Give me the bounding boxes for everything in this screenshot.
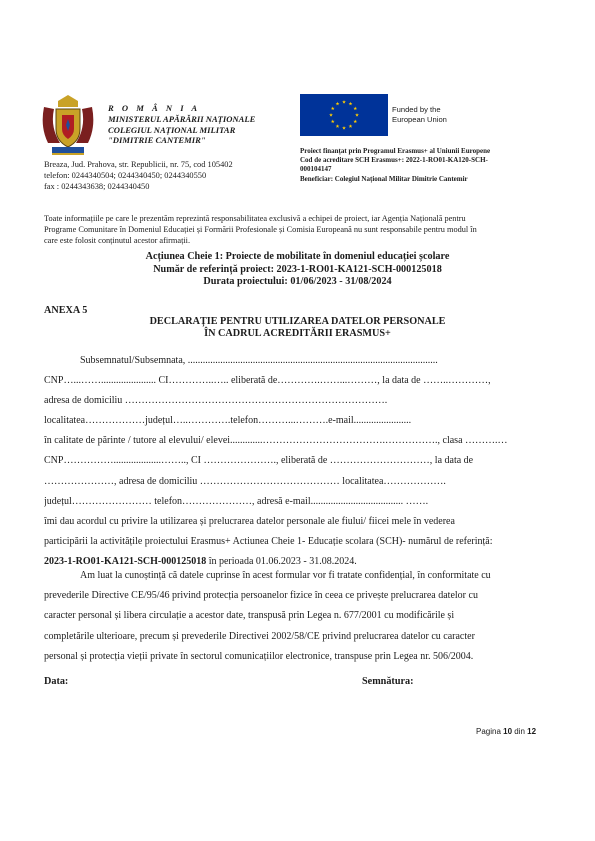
form-line-name: Subsemnatul/Subsemnata, .................................................................................................... <box>80 355 438 366</box>
paragraph-line: personal și protecția vieții private în sectorul comunicațiilor electronice, transpuse prin Legea nr. 506/2004. <box>44 650 474 662</box>
page-prefix: Pagina <box>476 727 504 736</box>
contact-info <box>44 160 233 192</box>
confidentiality-paragraph <box>44 566 554 667</box>
contact-fax: fax : 0244343638; 0244340450 <box>44 181 150 191</box>
project-info <box>300 147 560 184</box>
page-separator: din <box>512 727 528 736</box>
paragraph-line: caracter personal și libera circulație a acestor date, transpusă prin Legea n. 677/2001 cu modificările și <box>44 610 455 622</box>
disclaimer <box>44 214 559 246</box>
eu-flag-icon <box>300 94 388 136</box>
college-name: COLEGIUL NAȚIONAL MILITAR <box>108 124 236 135</box>
page-total: 12 <box>527 727 537 736</box>
date-label: Data: <box>44 676 69 687</box>
institution-name <box>108 103 255 146</box>
college-title: "DIMITRIE CANTEMIR" <box>108 135 206 146</box>
page-current: 10 <box>503 727 513 736</box>
form-line-address: adresa de domiciliu ……………………………………………………………………. <box>44 395 388 407</box>
reference-code: 2023-1-RO01-KA121-SCH-000125018 <box>44 555 207 567</box>
project-duration: Durata proiectului: 01/06/2023 - 31/08/2024 <box>203 276 392 288</box>
reference-number: Număr de referință proiect: 2023-1-RO01-KA121-SCH-000125018 <box>153 263 442 275</box>
form-line-student-address: …………………, adresa de domiciliu …………………………………… localitatea………………. <box>44 475 446 487</box>
country-name: R O M Â N I A <box>108 103 201 113</box>
reference-period: în perioada 01.06.2023 - 31.08.2024. <box>206 555 357 567</box>
eu-funded-line2: European Union <box>392 114 447 124</box>
paragraph-line: Am luat la cunoștință că datele cuprinse în acest formular vor fi tratate confidențial, în conformitate cu <box>80 570 491 581</box>
form-line-consent: îmi dau acordul cu privire la utilizarea și prelucrarea datelor personale ale fiului/ fiicei mele în vederea <box>44 515 455 527</box>
eu-funding-label <box>392 105 447 124</box>
form-line-locality: localitatea………………județul…..………….telefon………...……….e-mail....................... <box>44 415 412 427</box>
disclaimer-line: Programe Comunitare în Domeniul Educației și Formării Profesionale și Comisia Europeană nu sunt responsabile pentru modul în <box>44 224 477 234</box>
annex-label: ANEXA 5 <box>44 305 88 316</box>
signature-label: Semnătura: <box>362 676 414 687</box>
declaration-title <box>0 316 595 341</box>
ministry-name: MINISTERUL APĂRĂRII NAȚIONALE <box>108 113 256 124</box>
paragraph-line: prevederile Directive CE/95/46 privind protecția persoanelor fizice în ceea ce privește prelucrarea datelor cu <box>44 590 478 602</box>
project-beneficiary: Beneficiar: Colegiul Național Militar Dimitrie Cantemir <box>300 174 468 183</box>
contact-phone: telefon: 0244340504; 0244340450; 0244340550 <box>44 170 207 180</box>
contact-address: Breaza, Jud. Prahova, str. Republicii, nr. 75, cod 105402 <box>44 160 233 169</box>
page-number <box>476 727 536 736</box>
eu-funded-line1: Funded by the <box>392 105 441 114</box>
action-title: Acțiunea Cheie 1: Proiecte de mobilitate în domeniul educației școlare <box>145 251 450 262</box>
form-line-participation: participării la activitățile proiectului Erasmus+ Actiunea Cheie 1- Educație scolara (SCH)- numărul de referință: <box>44 535 493 547</box>
project-code-cont: 000104147 <box>300 165 332 174</box>
action-heading <box>0 251 595 289</box>
project-code: Cod de acreditare SCH Erasmus+: 2022-1-RO01-KA120-SCH- <box>300 156 488 165</box>
form-line-student-cnp: CNP……………...................…….., CI …………………., eliberată de …………………………, la data de <box>44 455 474 467</box>
paragraph-line: completările ulterioare, precum și prevederile Directivei 2002/58/CE privind prelucrarea datelor cu caracter <box>44 630 475 642</box>
declaration-form <box>44 351 554 572</box>
declaration-title-line2: ÎN CADRUL ACREDITĂRII ERASMUS+ <box>204 328 391 340</box>
disclaimer-line: Toate informațiile pe care le prezentăm reprezintă responsabilitatea exclusivă a echipei de proiect, iar Agenția Națională pentru <box>44 214 466 223</box>
form-line-cnp: CNP…...……...................... CI…………..….. eliberată de………….……...………, la data de ……..…………, <box>44 375 491 387</box>
form-line-student-county: județul…………………… telefon…………………, adresă e-mail..................................... ……. <box>44 495 429 507</box>
declaration-title-line1: DECLARAȚIE PENTRU UTILIZAREA DATELOR PERSONALE <box>149 316 446 327</box>
form-line-guardian: în calitate de părinte / tutore al elevului/ elevei.............……………………………….……………., clasa ……….… <box>44 435 508 447</box>
disclaimer-line: care este folosit conținutul acestor afirmații. <box>44 235 191 245</box>
project-financing: Proiect finanțat prin Programul Erasmus+ al Uniunii Europene <box>300 147 491 155</box>
coat-of-arms-icon <box>38 93 98 157</box>
